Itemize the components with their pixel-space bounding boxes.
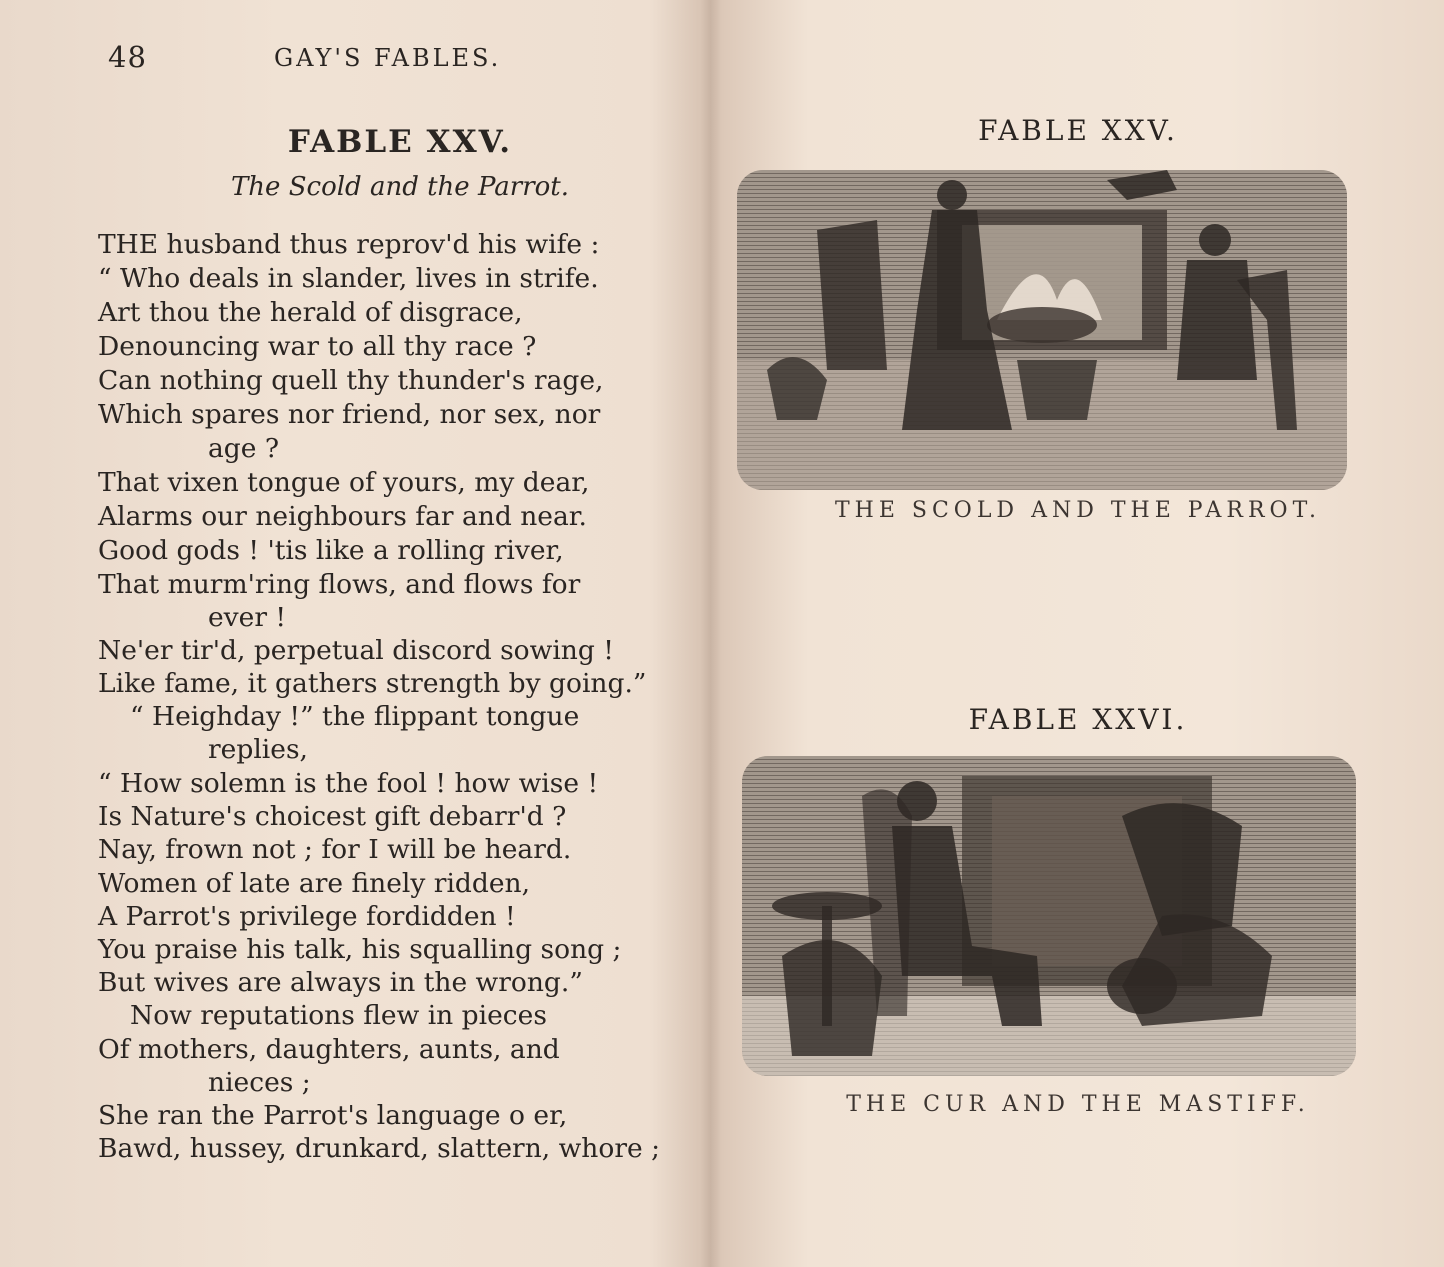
verse-line: “ Who deals in slander, lives in strife. <box>98 263 599 294</box>
caption-scold-and-parrot: THE SCOLD AND THE PARROT. <box>834 498 1322 523</box>
verse-line: Like fame, it gathers strength by going.” <box>98 668 647 699</box>
caption-cur-and-mastiff: THE CUR AND THE MASTIFF. <box>846 1092 1310 1117</box>
engraving-scold-and-parrot <box>737 170 1347 490</box>
verse-line: Women of late are finely ridden, <box>98 868 531 899</box>
verse-line: “ Heighday !” the flippant tongue <box>130 701 580 732</box>
verse-line: replies, <box>208 734 308 765</box>
right-page <box>712 0 1444 1267</box>
verse-line: Can nothing quell thy thunder's rage, <box>98 365 604 396</box>
left-page <box>0 0 706 1267</box>
verse-line: THE husband thus reprov'd his wife : <box>98 229 600 260</box>
verse-line: Bawd, hussey, drunkard, slattern, whore ; <box>98 1133 661 1164</box>
verse-line: Art thou the herald of disgrace, <box>98 297 523 328</box>
verse-line: Is Nature's choicest gift debarr'd ? <box>98 801 567 832</box>
verse-line: ever ! <box>208 602 287 633</box>
verse-line: Ne'er tir'd, perpetual discord sowing ! <box>98 635 614 666</box>
fable-heading-xxvi: FABLE XXVI. <box>968 703 1188 736</box>
fable-subtitle: The Scold and the Parrot. <box>230 172 570 202</box>
verse-line: age ? <box>208 433 280 464</box>
verse-line: Nay, frown not ; for I will be heard. <box>98 834 572 865</box>
fable-heading: FABLE XXV. <box>287 124 513 160</box>
verse-line: That vixen tongue of yours, my dear, <box>98 467 590 498</box>
fable-heading-xxv: FABLE XXV. <box>978 114 1178 147</box>
verse-line: Which spares nor friend, nor sex, nor <box>98 399 601 430</box>
verse-line: Now reputations flew in pieces <box>130 1000 547 1031</box>
verse-line: Denouncing war to all thy race ? <box>98 331 537 362</box>
running-head <box>108 40 668 80</box>
verse-line: You praise his talk, his squalling song ; <box>98 934 622 965</box>
verse-line: She ran the Parrot's language o er, <box>98 1100 568 1131</box>
verse-line: Alarms our neighbours far and near. <box>98 501 587 532</box>
verse-line: A Parrot's privilege fordidden ! <box>98 901 516 932</box>
verse-line: “ How solemn is the fool ! how wise ! <box>98 768 599 799</box>
verse-line: But wives are always in the wrong.” <box>98 967 583 998</box>
running-title: GAY'S FABLES. <box>274 44 502 72</box>
verse-line: Of mothers, daughters, aunts, and <box>98 1034 560 1065</box>
engraving-cur-and-mastiff <box>742 756 1356 1076</box>
verse-line: Good gods ! 'tis like a rolling river, <box>98 535 564 566</box>
verse-line: That murm'ring flows, and flows for <box>98 569 581 600</box>
page-number: 48 <box>108 40 147 74</box>
verse-line: nieces ; <box>208 1067 311 1098</box>
